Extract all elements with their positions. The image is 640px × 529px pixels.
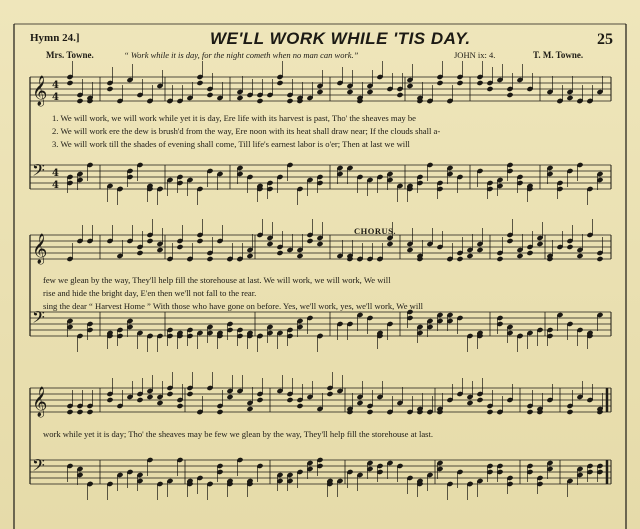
note-head (496, 256, 503, 262)
note-head (306, 238, 313, 244)
note-head (176, 403, 183, 409)
note-head (326, 391, 333, 397)
note-head (296, 403, 303, 409)
note-head (466, 400, 473, 406)
page-number: 25 (597, 31, 613, 48)
epigraph: “ Work while it is day, for the night cometh when no man can work.” (124, 50, 359, 60)
system2-lyric-3: sing the dear “ Harvest Home ” With those who have gone on before. Yes, we'll work, yes, we'll work, We will (43, 301, 424, 311)
system3-lyric-1: work while yet it is day; Tho' the sheaves may be few we glean by the way, They'll help fill the storehouse at last. (43, 429, 434, 439)
note-head (526, 409, 533, 415)
time-signature: 4 (52, 80, 59, 91)
note-head (296, 253, 303, 259)
note-head (196, 238, 203, 244)
note-head (456, 80, 463, 86)
note-head (566, 409, 573, 415)
chorus-label: CHORUS. (354, 226, 396, 236)
note-head (76, 409, 83, 415)
bass-clef-icon: 𝄢 (32, 307, 45, 331)
verse-2: 2. We will work ere the dew is brush'd from the way, Ere noon with its heat shall draw near; If the clouds shall a- (52, 126, 441, 136)
time-signature: 4 (52, 168, 59, 179)
note-head (506, 92, 513, 98)
note-head (216, 409, 223, 415)
note-head (286, 98, 293, 104)
note-head (256, 397, 263, 403)
note-head (166, 391, 173, 397)
note-head (146, 394, 153, 400)
note-head (206, 92, 213, 98)
note-head (66, 409, 73, 415)
note-head (246, 406, 253, 412)
note-head (366, 89, 373, 95)
note-head (286, 397, 293, 403)
note-head (196, 80, 203, 86)
note-head (486, 409, 493, 415)
bass-clef-icon: 𝄢 (32, 160, 45, 184)
note-head (486, 86, 493, 92)
note-head (236, 95, 243, 101)
note-head (136, 397, 143, 403)
note-head (536, 241, 543, 247)
note-head (386, 241, 393, 247)
hymn-number: Hymn 24.] (30, 32, 80, 44)
note-head (266, 241, 273, 247)
note-head (176, 244, 183, 250)
treble-clef-icon: 𝄞 (32, 234, 48, 264)
note-head (466, 253, 473, 259)
note-head (566, 95, 573, 101)
note-head (226, 394, 233, 400)
note-head (596, 256, 603, 262)
note-head (356, 400, 363, 406)
note-head (566, 244, 573, 250)
note-head (186, 391, 193, 397)
time-signature: 4 (52, 92, 59, 103)
note-head (476, 397, 483, 403)
note-head (456, 256, 463, 262)
note-head (206, 256, 213, 262)
note-head (246, 253, 253, 259)
note-head (406, 247, 413, 253)
note-head (276, 250, 283, 256)
author: Mrs. Towne. (46, 50, 94, 60)
note-head (106, 86, 113, 92)
note-head (476, 80, 483, 86)
note-head (366, 409, 373, 415)
note-head (526, 250, 533, 256)
note-head (156, 247, 163, 253)
note-head (276, 80, 283, 86)
treble-clef-icon: 𝄞 (32, 387, 48, 417)
note-head (436, 80, 443, 86)
note-head (256, 98, 263, 104)
composer: T. M. Towne. (533, 50, 584, 60)
system2-lyric-1: few we glean by the way, They'll help fill the storehouse at last. We will work, we will work, We will (43, 275, 391, 285)
note-head (136, 250, 143, 256)
note-head (66, 80, 73, 86)
scripture-reference: JOHN ix: 4. (454, 50, 496, 60)
note-head (316, 241, 323, 247)
bass-clef-icon: 𝄢 (32, 455, 45, 479)
note-head (476, 247, 483, 253)
verse-1: 1. We will work, we will work while yet it is day, Ere life with its harvest is past, Tho' the sheaves may be (52, 113, 416, 123)
note-head (106, 397, 113, 403)
note-head (86, 409, 93, 415)
note-head (146, 238, 153, 244)
verse-3: 3. We will work till the shades of evening shall come, Till life's earnest labor is o'er; Then at last we will (52, 139, 410, 149)
note-head (506, 238, 513, 244)
system2-lyric-2: rise and hide the bright day, E'en then we'll not fall to the rear. (43, 288, 257, 298)
note-head (346, 89, 353, 95)
hymn-title: WE'LL WORK WHILE 'TIS DAY. (210, 29, 471, 48)
time-signature: 4 (52, 180, 59, 191)
note-head (516, 253, 523, 259)
note-head (576, 253, 583, 259)
note-head (316, 89, 323, 95)
note-head (406, 83, 413, 89)
note-head (396, 92, 403, 98)
treble-clef-icon: 𝄞 (32, 76, 48, 106)
note-head (156, 400, 163, 406)
note-head (76, 98, 83, 104)
